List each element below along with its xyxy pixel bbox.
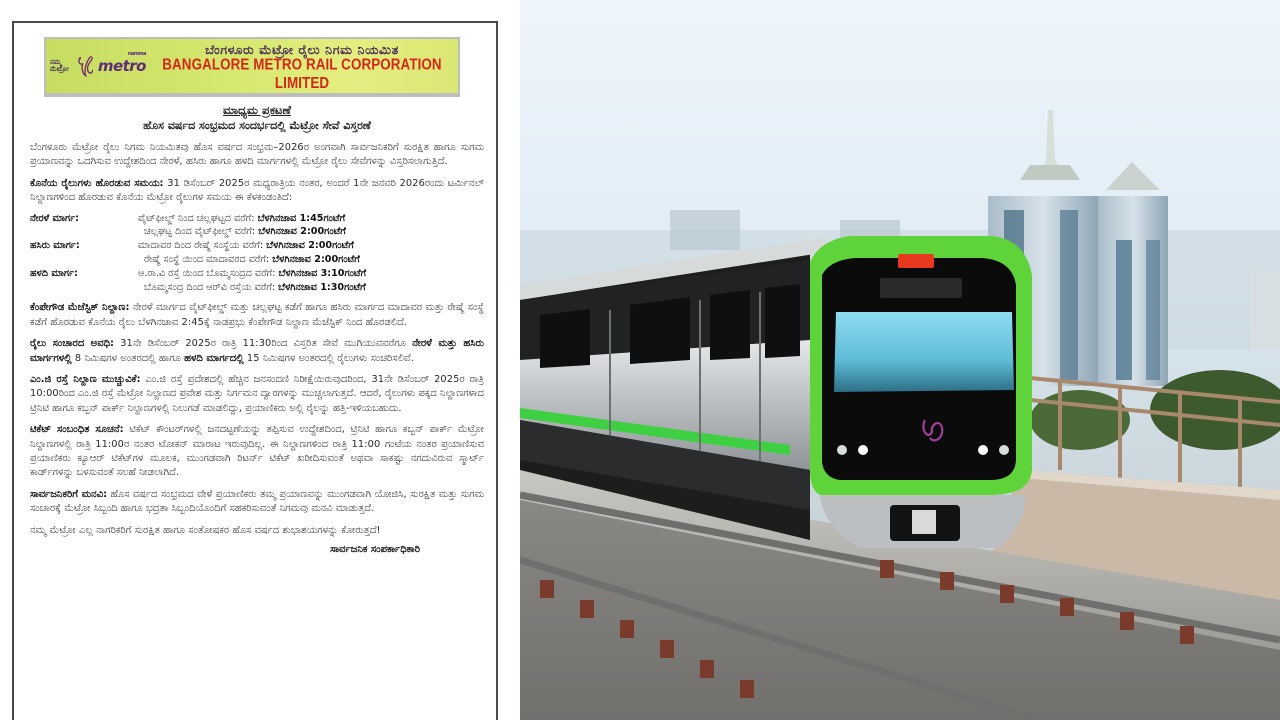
route-timings-list: [30, 212, 484, 295]
org-name-english: BANGALORE METRO RAIL CORPORATION LIMITED: [162, 55, 442, 92]
route-row: ಹಳದಿ ಮಾರ್ಗ: ಆ.ರಾ.ವಿ ರಸ್ತೆ ಯಿಂದ ಬೊಮ್ಮಸಂದ್ರದ ವರೆಗೆ: ಬೆಳಗಿನಜಾವ 3:10ಗಂಟೆಗೆ: [30, 267, 367, 279]
windshield: [834, 312, 1014, 392]
route-row: ಹಸಿರು ಮಾರ್ಗ: ಮಾದಾವರ ದಿಂದ ರೇಷ್ಮೆ ಸಂಸ್ಥೆಯ ವರೆಗೆ: ಬೆಳಗಿನಜಾವ 2:00ಗಂಟೆಗೆ: [30, 240, 354, 252]
frequency-paragraph: ರೈಲು ಸಂಚಾರದ ಅವಧಿ: 31ನೇ ಡಿಸೆಂಬರ್ 2025ರ ರಾತ್ರಿ 11:30ರಿಂದ ವಿಸ್ತರಿತ ಸೇವೆ ಮುಗಿಯುವವರೆಗೂ ನೇರಳೆ ಮತ್ತು ಹಸಿರು ಮಾರ್ಗಗಳಲ್ಲಿ 8 ನಿಮಿಷಗಳ ಅಂತರದಲ್ಲಿ ಹಾಗೂ ಹಳದಿ ಮಾರ್ಗದಲ್ಲಿ 15 ನಿಮಿಷಗಳ ಅಂತರದಲ್ಲಿ ರೈಲುಗಳು ಸಂಚರಿಸಲಿವೆ.: [30, 338, 484, 364]
document-subtitle: ಹೊಸ ವರ್ಷದ ಸಂಭ್ರಮದ ಸಂದರ್ಭದಲ್ಲಿ ಮೆಟ್ರೋ ಸೇವೆ ವಿಸ್ತರಣೆ: [143, 119, 371, 132]
route-row: ನೇರಳೆ ಮಾರ್ಗ: ವೈಟ್‌ಫೀಲ್ಡ್ ನಿಂದ ಚಲ್ಲಘಟ್ಟದ ವರೆಗೆ: ಬೆಳಗಿನಜಾವ 1:45ಗಂಟೆಗೆ: [30, 212, 346, 224]
namma-metro-logo: [46, 39, 146, 93]
route-row: ಚಲ್ಲಘಟ್ಟ ದಿಂದ ವೈಟ್‌ಫೀಲ್ಡ್ ವರೆಗೆ: ಬೆಳಗಿನಜಾವ 2:00ಗಂಟೆಗೆ: [144, 226, 346, 238]
mg-road-closure-paragraph: ಎಂ.ಜಿ ರಸ್ತೆ ನಿಲ್ದಾಣ ಮುಚ್ಚುವಿಕೆ: ಎಂ.ಜಿ ರಸ್ತೆ ಪ್ರದೇಶದಲ್ಲಿ ಹೆಚ್ಚಿನ ಜನಸಂದಣಿ ನಿರೀಕ್ಷೆಯಿರುವುದರಿಂದ, 31ನೇ ಡಿಸೆಂಬರ್ 2025ರ ರಾತ್ರಿ 10:00ರಿಂದ ಎಂ.ಜಿ ರಸ್ತೆ ಮೆಟ್ರೋ ನಿಲ್ದಾಣದ ಪ್ರವೇಶ ಮತ್ತು ನಿರ್ಗಮನ ದ್ವಾರಗಳನ್ನು ಮುಚ್ಚಲಾಗುತ್ತದೆ. ಆದರೆ, ರೈಲುಗಳು ಪಕ್ಕದ ನಿಲ್ದಾಣಗಳಾದ ಟ್ರಿನಿಟಿ ಹಾಗೂ ಕಬ್ಬನ್ ಪಾರ್ಕ್ ನಿಲ್ದಾಣಗಳಲ್ಲಿ ನಿಲುಗಡೆ ಮಾಡಲಿದ್ದು, ಪ್ರಯಾಣಿಕರು ಅಲ್ಲಿ ರೈಲನ್ನು ಹತ್ತಿ-ಇಳಿಯಬಹುದು.: [30, 374, 484, 414]
intro-paragraph: ಬೆಂಗಳೂರು ಮೆಟ್ರೋ ರೈಲು ನಿಗಮ ನಿಯಮಿತವು ಹೊಸ ವರ್ಷದ ಸಂಭ್ರಮ–2026ರ ಅಂಗವಾಗಿ ಸಾರ್ವಜನಿಕರಿಗೆ ಸುರಕ್ಷಿತ ಹಾಗೂ ಸುಗಮ ಪ್ರಯಾಣವನ್ನು ಒದಗಿಸುವ ಉದ್ದೇಶದಿಂದ ನೇರಳೆ, ಹಸಿರು ಹಾಗೂ ಹಳದಿ ಮಾರ್ಗಗಳಲ್ಲಿ ಮೆಟ್ರೋ ರೈಲು ಸೇವೆಗಳನ್ನು ವಿಸ್ತರಿಸಲಾಗುತ್ತಿದೆ.: [30, 142, 484, 168]
route-line-yellow: ಹಳದಿ ಮಾರ್ಗ:: [30, 267, 78, 279]
bmrcl-letterhead-banner: [44, 37, 460, 97]
public-appeal-paragraph: ಸಾರ್ವಜನಿಕರಿಗೆ ಮನವಿ: ಹೊಸ ವರ್ಷದ ಸಂಭ್ರಮದ ವೇಳೆ ಪ್ರಯಾಣಿಕರು ತಮ್ಮ ಪ್ರಯಾಣವನ್ನು ಮುಂಗಡವಾಗಿ ಯೋಜಿಸಿ, ಸುರಕ್ಷಿತ ಮತ್ತು ಸುಗಮ ಸಂಚಾರಕ್ಕೆ ಮೆಟ್ರೋ ಸಿಬ್ಬಂದಿ ಹಾಗೂ ಭದ್ರತಾ ಸಿಬ್ಬಂದಿಯೊಂದಿಗೆ ಸಹಕರಿಸುವಂತೆ ನಿಗಮವು ಮನವಿ ಮಾಡುತ್ತದೆ.: [30, 488, 484, 515]
greeting-paragraph: ನಮ್ಮ ಮೆಟ್ರೋ ಎಲ್ಲ ನಾಗರಿಕರಿಗೆ ಸುರಕ್ಷಿತ ಹಾಗೂ ಸಂತೋಷಕರ ಹೊಸ ವರ್ಷದ ಶುಭಾಶಯಗಳನ್ನು ಕೋರುತ್ತದೆ!: [30, 524, 381, 536]
top-headlight: [898, 254, 934, 268]
last-trains-paragraph: ಕೊನೆಯ ರೈಲುಗಳು ಹೊರಡುವ ಸಮಯ: 31 ಡಿಸೆಂಬರ್ 2025ರ ಮಧ್ಯರಾತ್ರಿಯ ನಂತರ, ಅಂದರೆ 1ನೇ ಜನವರಿ 2026ರಂದು ಟರ್ಮಿನಲ್ ನಿಲ್ದಾಣಗಳಿಂದ ಹೊರಡುವ ಕೊನೆಯ ಮೆಟ್ರೋ ರೈಲುಗಳ ಸಮಯ ಈ ಕೆಳಕಂಡಂತಿದೆ:: [30, 177, 484, 204]
route-line-purple: ನೇರಳೆ ಮಾರ್ಗ:: [30, 212, 79, 224]
logo-metro-wordmark: namma metro: [97, 51, 146, 75]
route-time: ಬೆಳಗಿನಜಾವ 3:10ಗಂಟೆಗೆ: [278, 267, 367, 279]
route-time: ಬೆಳಗಿನಜಾವ 2:00ಗಂಟೆಗೆ: [272, 254, 360, 266]
ticket-notice-paragraph: ಟಿಕೆಟ್ ಸಂಬಂಧಿತ ಸೂಚನೆ: ಟಿಕೆಟ್ ಕೌಂಟರ್‌ಗಳಲ್ಲಿ ಜನದಟ್ಟಣೆಯನ್ನು ತಪ್ಪಿಸುವ ಉದ್ದೇಶದಿಂದ, ಟ್ರಿನಿಟಿ ಹಾಗೂ ಕಬ್ಬನ್ ಪಾರ್ಕ್ ಮೆಟ್ರೋ ನಿಲ್ದಾಣಗಳಲ್ಲಿ ರಾತ್ರಿ 11:00ರ ನಂತರ ಟೋಕನ್ ಮಾರಾಟ ಇರುವುದಿಲ್ಲ. ಈ ನಿಲ್ದಾಣಗಳಿಂದ ರಾತ್ರಿ 11:00 ಗಂಟೆಯ ನಂತರ ಪ್ರಯಾಣಿಸುವ ಪ್ರಯಾಣಿಕರು ಕ್ಯೂಆರ್ ಟಿಕೆಟ್‌ಗಳ ಮೂಲಕ, ಮುಂಗಡವಾಗಿ ರಿಟರ್ನ್ ಟಿಕೆಟ್ ಖರೀದಿಸುವಂತೆ ಅಥವಾ ಸಾಕಷ್ಟು ನಗದುವಿರುವ ಸ್ಮಾರ್ಟ್ ಕಾರ್ಡ್‌ಗಳನ್ನು ಬಳಸುವಂತೆ ಸಲಹೆ ನೀಡಲಾಗಿದೆ.: [30, 424, 484, 479]
logo-kannada-text: ನಮ್ಮ ಮೆಟ್ರೋ: [50, 58, 69, 73]
route-row: ಬೊಮ್ಮಸಂದ್ರ ದಿಂದ ಆರ್‌ವಿ ರಸ್ತೆಯ ವರೆಗೆ: ಬೆಳಗಿನಜಾವ 1:30ಗಂಟೆಗೆ: [144, 281, 366, 293]
last-trains-label: ಕೊನೆಯ ರೈಲುಗಳು ಹೊರಡುವ ಸಮಯ:: [30, 177, 164, 189]
route-line-green: ಹಸಿರು ಮಾರ್ಗ:: [30, 240, 80, 252]
metro-train-illustration: [520, 0, 1280, 720]
route-row: ರೇಷ್ಮೆ ಸಂಸ್ಥೆ ಯಿಂದ ಮಾದಾವರದ ವರೆಗೆ: ಬೆಳಗಿನಜಾವ 2:00ಗಂಟೆಗೆ: [144, 254, 360, 266]
majestic-paragraph: ಕೆಂಪೇಗೌಡ ಮೆಜೆಸ್ಟಿಕ್ ನಿಲ್ದಾಣ: ನೇರಳೆ ಮಾರ್ಗದ ವೈಟ್‌ಫೀಲ್ಡ್ ಮತ್ತು ಚಲ್ಲಘಟ್ಟ ಕಡೆಗೆ ಹಾಗೂ ಹಸಿರು ಮಾರ್ಗದ ಮಾದಾವರ ಮತ್ತು ರೇಷ್ಮೆ ಸಂಸ್ಥೆ ಕಡೆಗೆ ಹೊರಡುವ ಕೊನೆಯ ರೈಲು ಬೆಳಗಿನಜಾವ 2:45ಕ್ಕೆ ನಾಡಪ್ರಭು ಕೆಂಪೇಗೌಡ ನಿಲ್ದಾಣ ಮೆಜೆಸ್ಟಿಕ್ ನಿಂದ ಹೊರಡಲಿದೆ.: [30, 302, 484, 328]
metro-train-photo: [520, 0, 1280, 720]
metro-swirl-icon: [76, 49, 95, 83]
document-title: ಮಾಧ್ಯಮ ಪ್ರಕಟಣೆ: [223, 103, 291, 117]
destination-display: [880, 278, 962, 298]
org-name-kannada: ಬೆಂಗಳೂರು ಮೆಟ್ರೋ ರೈಲು ನಿಗಮ ನಿಯಮಿತ: [205, 42, 399, 57]
coupler: [912, 510, 936, 534]
route-time: ಬೆಳಗಿನಜಾವ 2:00ಗಂಟೆಗೆ: [258, 226, 346, 238]
press-release-document: [12, 21, 498, 720]
signature-title: ಸಾರ್ವಜನಿಕ ಸಂಪರ್ಕಾಧಿಕಾರಿ: [330, 544, 420, 556]
route-time: ಬೆಳಗಿನಜಾವ 2:00ಗಂಟೆಗೆ: [266, 240, 354, 252]
route-time: ಬೆಳಗಿನಜಾವ 1:30ಗಂಟೆಗೆ: [278, 281, 366, 293]
route-time: ಬೆಳಗಿನಜಾವ 1:45ಗಂಟೆಗೆ: [257, 212, 346, 224]
